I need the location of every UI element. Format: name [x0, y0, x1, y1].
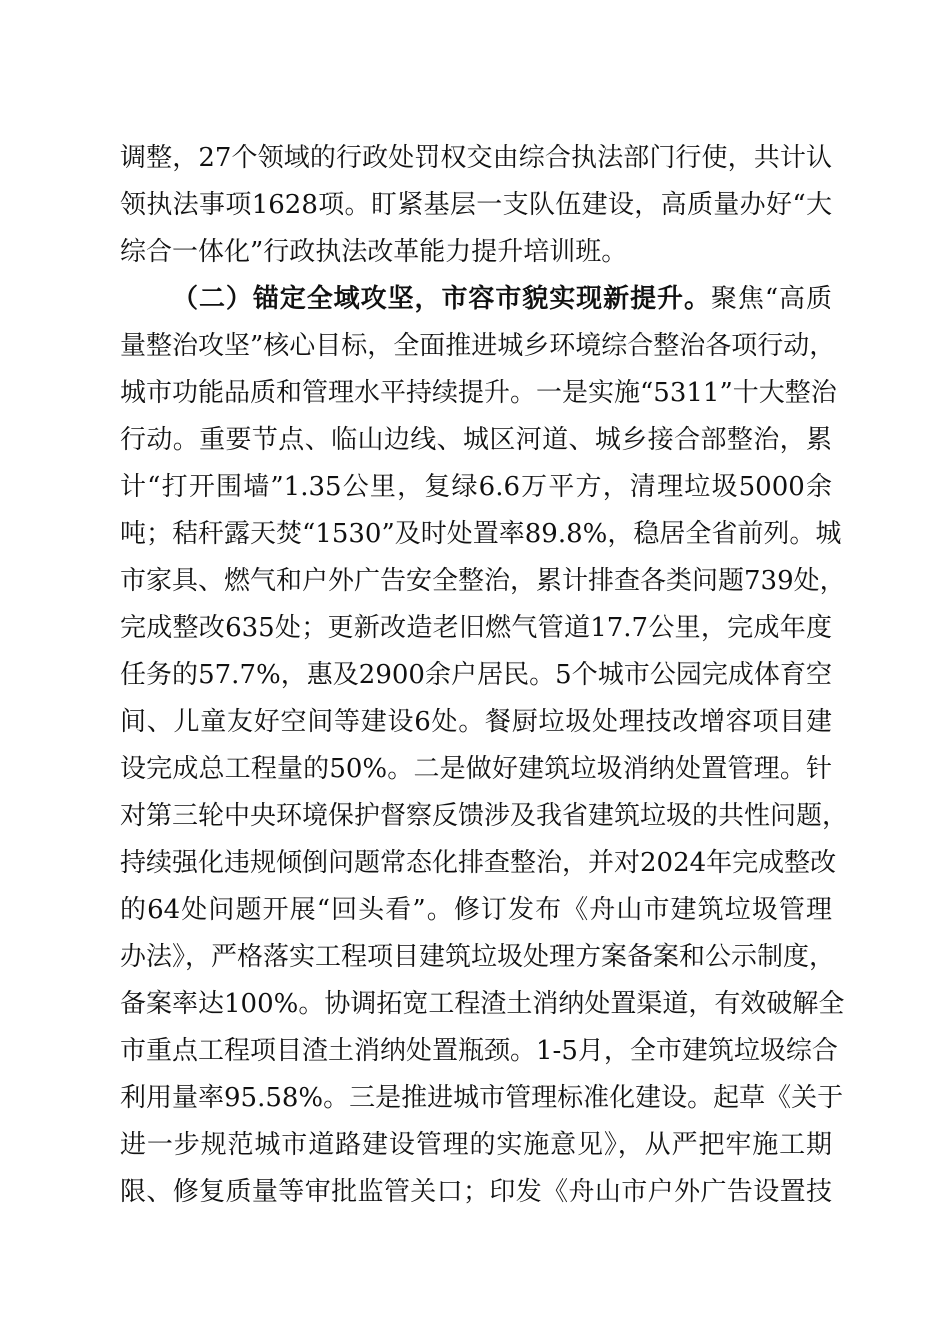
text-line: 综合一体化”行政执法改革能力提升培训班。 — [120, 237, 628, 267]
text-line: 对第三轮中央环境保护督察反馈涉及我省建筑垃圾的共性问题， — [120, 801, 849, 831]
text-line: 任务的57.7%，惠及2900余户居民。5个城市公园完成体育空 — [120, 660, 832, 690]
body-text — [120, 135, 849, 1216]
text-line: 城市功能品质和管理水平持续提升。一是实施“5311”十大整治 — [120, 378, 837, 408]
text-line: 吨；秸秆露天焚“1530”及时处置率89.8%，稳居全省前列。城 — [120, 519, 842, 549]
text-line: 设完成总工程量的50%。二是做好建筑垃圾消纳处置管理。针 — [120, 754, 832, 784]
text-line: 计“打开围墙”1.35公里，复绿6.6万平方，清理垃圾5000余 — [120, 472, 832, 502]
text-line: 备案率达100%。协调拓宽工程渣土消纳处置渠道，有效破解全 — [120, 989, 845, 1019]
text-line: 市重点工程项目渣土消纳处置瓶颈。1-5月，全市建筑垃圾综合 — [120, 1036, 838, 1066]
text-line: 利用量率95.58%。三是推进城市管理标准化建设。起草《关于 — [120, 1083, 844, 1113]
text-line: 进一步规范城市道路建设管理的实施意见》，从严把牢施工期 — [120, 1130, 832, 1160]
section-heading: （二）锚定全域攻坚，市容市貌实现新提升。 — [172, 284, 711, 314]
text-line: 持续强化违规倾倒问题常态化排查整治，并对2024年完成整改 — [120, 848, 837, 878]
section-heading-line — [120, 276, 832, 323]
text-line: 办法》，严格落实工程项目建筑垃圾处理方案备案和公示制度， — [120, 942, 836, 972]
text-line: 限、修复质量等审批监管关口；印发《舟山市户外广告设置技 — [120, 1177, 832, 1207]
text-line: 的64处问题开展“回头看”。修订发布《舟山市建筑垃圾管理 — [120, 895, 832, 925]
section-heading-rest: 聚焦“高质 — [710, 284, 832, 314]
text-line: 完成整改635处；更新改造老旧燃气管道17.7公里，完成年度 — [120, 613, 832, 643]
text-line: 市家具、燃气和户外广告安全整治，累计排查各类问题739处， — [120, 566, 846, 596]
text-line: 量整治攻坚”核心目标，全面推进城乡环境综合整治各项行动， — [120, 331, 836, 361]
text-line: 行动。重要节点、临山边线、城区河道、城乡接合部整治，累 — [120, 425, 832, 455]
text-line: 间、儿童友好空间等建设6处。餐厨垃圾处理技改增容项目建 — [120, 707, 832, 737]
text-line: 调整，27个领域的行政处罚权交由综合执法部门行使，共计认 — [120, 143, 832, 173]
text-line: 领执法事项1628项。盯紧基层一支队伍建设，高质量办好“大 — [120, 190, 832, 220]
